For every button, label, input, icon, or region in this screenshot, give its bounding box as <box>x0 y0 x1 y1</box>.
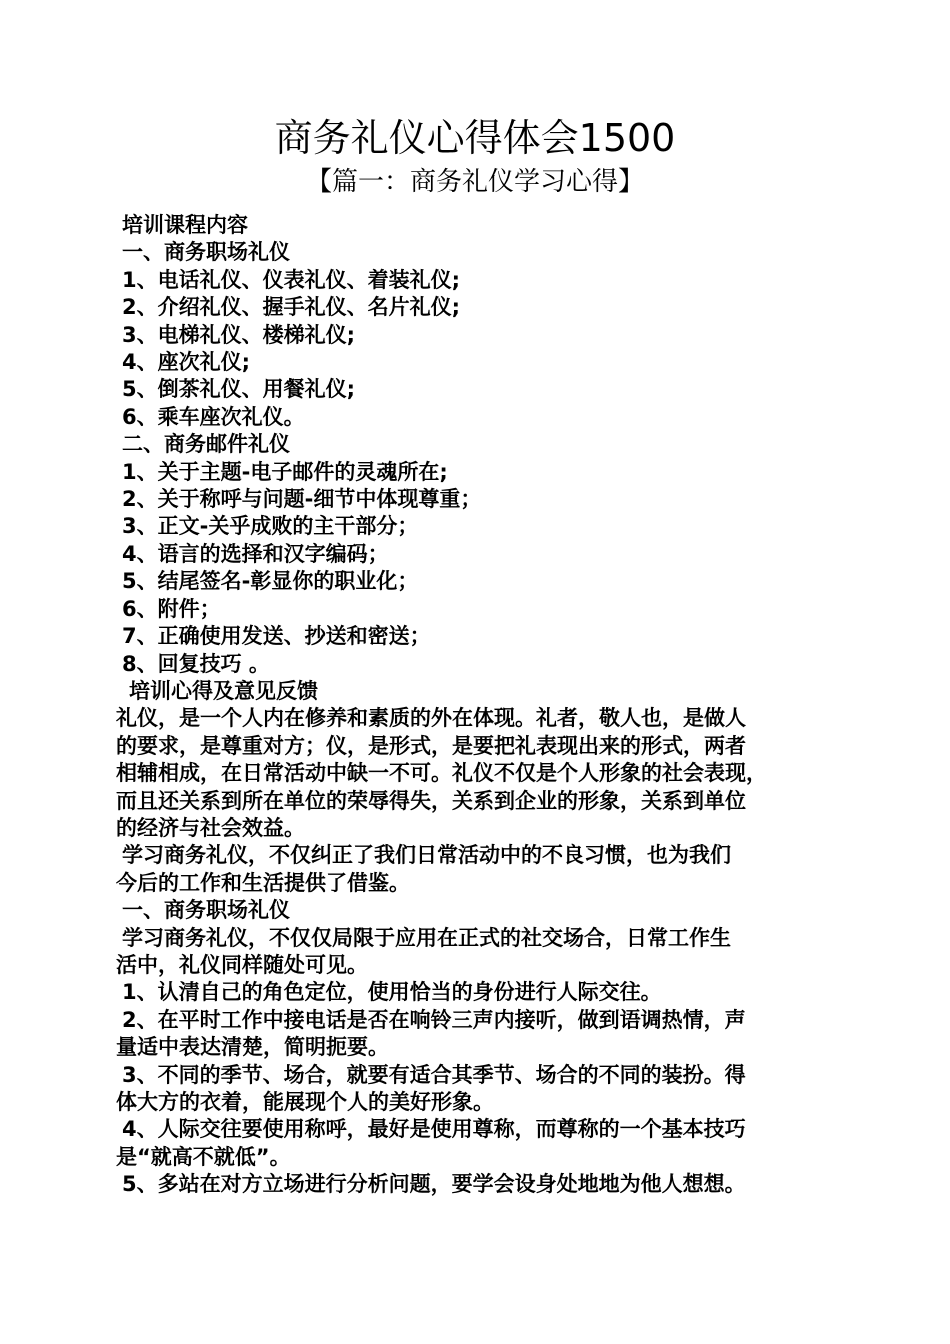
document-body <box>116 212 841 1199</box>
paragraph-line: 学习商务礼仪，不仅仅局限于应用在正式的社交场合，日常工作生 <box>122 925 731 950</box>
list-item: 3、正文-关乎成败的主干部分； <box>122 514 419 539</box>
list-item: 5、结尾签名-彰显你的职业化； <box>122 569 419 594</box>
section-heading: 一、商务职场礼仪 <box>122 240 290 265</box>
section-heading: 培训心得及意见反馈 <box>129 678 318 703</box>
list-item: 4、座次礼仪; <box>122 350 251 375</box>
section-heading: 一、商务职场礼仪 <box>122 898 290 923</box>
list-item: 5、多站在对方立场进行分析问题，要学会设身处地地为他人想想。 <box>122 1172 746 1197</box>
paragraph-line: 礼仪，是一个人内在修养和素质的外在体现。礼者，敬人也，是做人 <box>116 706 746 731</box>
list-item: 1、电话礼仪、仪表礼仪、着装礼仪; <box>122 267 461 292</box>
paragraph-line: 相辅相成，在日常活动中缺一不可。礼仪不仅是个人形象的社会表现， <box>116 761 767 786</box>
list-item: 6、附件； <box>122 596 221 621</box>
paragraph-line: 今后的工作和生活提供了借鉴。 <box>116 870 410 895</box>
list-item: 2、介绍礼仪、握手礼仪、名片礼仪; <box>122 295 461 320</box>
paragraph-line: 体大方的衣着，能展现个人的美好形象。 <box>116 1090 494 1114</box>
paragraph-line: 学习商务礼仪，不仅纠正了我们日常活动中的不良习惯，也为我们 <box>122 843 731 868</box>
list-item: 1、认清自己的角色定位，使用恰当的身份进行人际交往。 <box>122 980 662 1005</box>
list-item: 5、倒茶礼仪、用餐礼仪; <box>122 377 356 402</box>
list-item: 6、乘车座次礼仪。 <box>122 404 305 429</box>
document-title: 商务礼仪心得体会1500 <box>274 116 676 160</box>
paragraph-line: 而且还关系到所在单位的荣辱得失，关系到企业的形象，关系到单位 <box>116 788 746 813</box>
list-item: 7、正确使用发送、抄送和密送； <box>122 624 431 649</box>
list-item: 3、电梯礼仪、楼梯礼仪; <box>122 322 356 347</box>
list-item: 4、人际交往要使用称呼，最好是使用尊称，而尊称的一个基本技巧 <box>122 1117 746 1142</box>
paragraph-line: 量适中表达清楚，简明扼要。 <box>116 1035 389 1060</box>
paragraph-line: 的经济与社会效益。 <box>116 815 305 840</box>
section-heading: 二、商务邮件礼仪 <box>122 432 290 457</box>
list-item: 4、语言的选择和汉字编码； <box>122 541 389 566</box>
list-item: 2、关于称呼与问题-细节中体现尊重； <box>122 487 482 512</box>
list-item: 1、关于主题-电子邮件的灵魂所在; <box>122 459 448 484</box>
paragraph-line: 的要求，是尊重对方；仪，是形式，是要把礼表现出来的形式，两者 <box>116 733 746 758</box>
list-item: 8、回复技巧 。 <box>122 651 270 676</box>
list-item: 3、不同的季节、场合，就要有适合其季节、场合的不同的装扮。得 <box>122 1062 746 1087</box>
paragraph-line: 活中，礼仪同样随处可见。 <box>116 952 368 977</box>
document-subtitle: 【篇一：商务礼仪学习心得】 <box>305 167 644 197</box>
section-heading: 培训课程内容 <box>122 213 248 237</box>
paragraph-line: 是“就高不就低”。 <box>116 1144 291 1169</box>
list-item: 2、在平时工作中接电话是否在响铃三声内接听，做到语调热情，声 <box>122 1007 746 1032</box>
